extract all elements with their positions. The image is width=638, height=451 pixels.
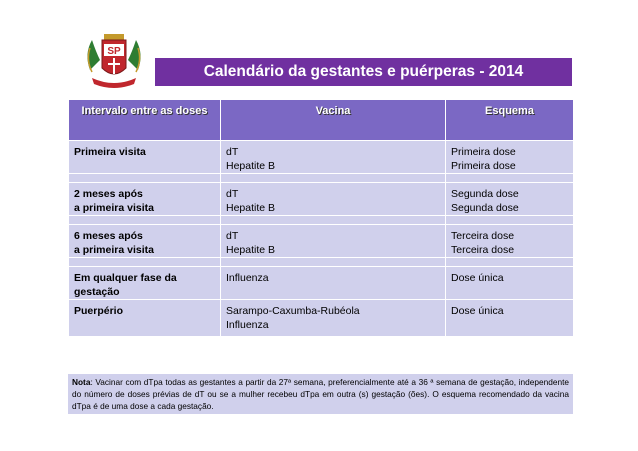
interval-cell <box>69 183 221 216</box>
vaccination-schedule-table <box>68 99 574 337</box>
vaccine-cell <box>221 183 446 216</box>
vaccine-line: dT <box>226 230 239 242</box>
interval-line: Primeira visita <box>74 146 146 158</box>
scheme-line: Segunda dose <box>451 202 519 214</box>
vaccine-cell <box>221 225 446 258</box>
footnote-text: : Vacinar com dTpa todas as gestantes a partir da 27ª semana, preferencialmente até a 36 ª semana de gestação, independente do número de doses prévias de dT ou se a mulher recebeu dTpa em outra (s) gestação (ões). O esquema recomendado da vacina dTpa é de uma dose a cada gestação. <box>72 377 569 411</box>
interval-cell <box>69 267 221 300</box>
vaccine-line: Influenza <box>226 272 269 284</box>
interval-cell <box>69 141 221 174</box>
sao-paulo-crest-icon <box>82 30 146 94</box>
interval-line: 2 meses após <box>74 188 143 200</box>
column-header-vaccine: Vacina <box>221 100 446 141</box>
scheme-line: Terceira dose <box>451 230 515 242</box>
vaccine-cell <box>221 300 446 337</box>
scheme-line: Dose única <box>451 272 504 284</box>
crest-letters: SP <box>107 46 121 57</box>
interval-line: Puerpério <box>74 305 124 317</box>
table-spacer-row <box>69 216 574 225</box>
vaccine-line: Hepatite B <box>226 202 276 214</box>
table-spacer-row <box>69 258 574 267</box>
vaccine-line: Hepatite B <box>226 160 276 172</box>
table-row <box>69 141 574 174</box>
column-header-interval: Intervalo entre as doses <box>69 100 221 141</box>
vaccine-line: dT <box>226 146 239 158</box>
scheme-line: Segunda dose <box>451 188 519 200</box>
scheme-cell <box>446 141 574 174</box>
vaccine-line: Hepatite B <box>226 244 276 256</box>
scheme-cell <box>446 225 574 258</box>
scheme-cell <box>446 183 574 216</box>
page-title: Calendário da gestantes e puérperas - 2014 <box>155 58 572 86</box>
interval-line: gestação <box>74 286 120 298</box>
column-header-scheme: Esquema <box>446 100 574 141</box>
interval-line: a primeira visita <box>74 244 154 256</box>
table-spacer-row <box>69 174 574 183</box>
vaccine-line: Sarampo-Caxumba-Rubéola <box>226 305 360 317</box>
scheme-cell <box>446 300 574 337</box>
interval-line: Em qualquer fase da <box>74 272 177 284</box>
scheme-line: Primeira dose <box>451 146 516 158</box>
interval-line: a primeira visita <box>74 202 154 214</box>
interval-cell <box>69 300 221 337</box>
interval-cell <box>69 225 221 258</box>
vaccine-cell <box>221 141 446 174</box>
footnote-label: Nota <box>72 377 91 387</box>
scheme-line: Primeira dose <box>451 160 516 172</box>
vaccine-cell <box>221 267 446 300</box>
scheme-line: Terceira dose <box>451 244 515 256</box>
table-row <box>69 225 574 258</box>
table-row <box>69 267 574 300</box>
scheme-line: Dose única <box>451 305 504 317</box>
scheme-cell <box>446 267 574 300</box>
table-row <box>69 183 574 216</box>
table-row <box>69 300 574 337</box>
interval-line: 6 meses após <box>74 230 143 242</box>
footnote <box>68 372 573 414</box>
vaccine-line: Influenza <box>226 319 269 331</box>
vaccine-line: dT <box>226 188 239 200</box>
